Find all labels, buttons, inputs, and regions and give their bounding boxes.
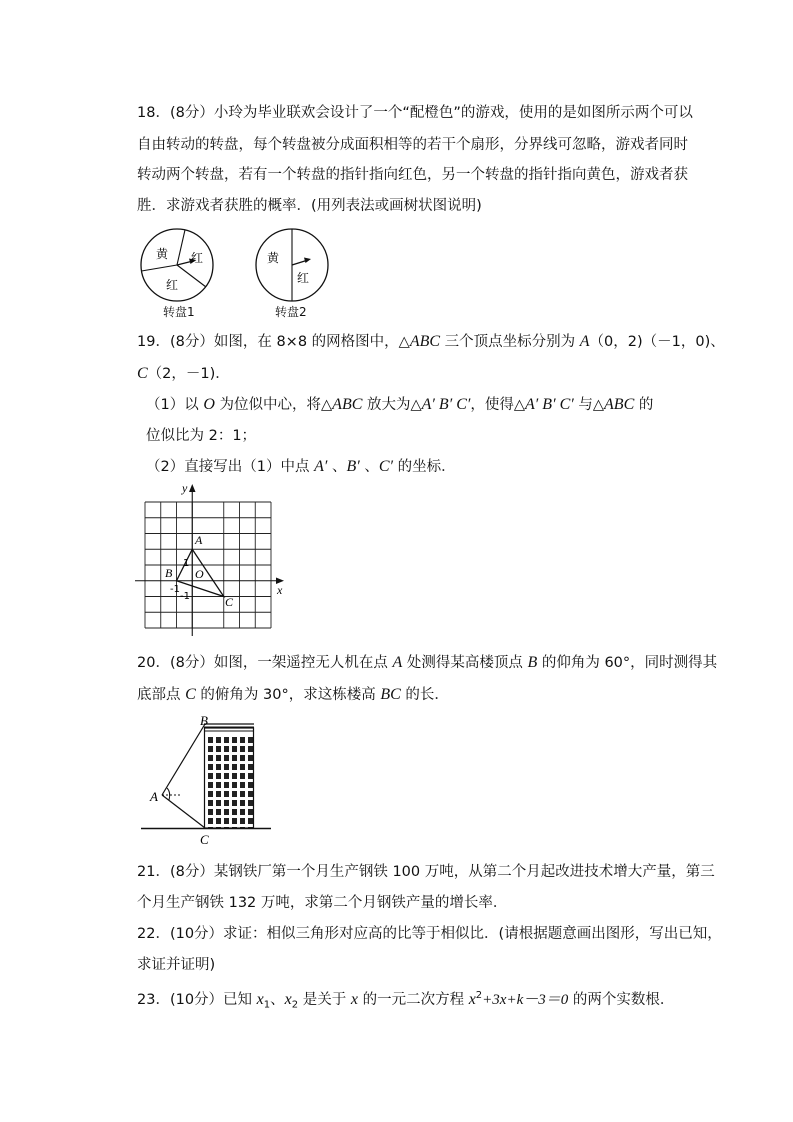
sightline-ac: [162, 795, 205, 828]
q19-line-2: C（2，－1)．: [137, 365, 230, 382]
building-windows: [205, 734, 253, 828]
q18-line-1: 18．(8分）小玲为毕业联欢会设计了一个“配橙色”的游戏，使用的是如图所示两个可以: [137, 105, 693, 121]
q21-line-2: 个月生产钢铁 132 万吨，求第二个月钢铁产量的增长率．: [137, 895, 508, 911]
spinner-2-label-red: 红: [297, 271, 310, 285]
q20-line-2: 底部点 C 的俯角为 30°，求这栋楼高 BC 的长．: [137, 686, 449, 703]
q19-line-1: 19．(8分）如图，在 8×8 的网格图中，△ABC 三个顶点坐标分别为 A（0，2)（－1，0)、: [137, 333, 725, 350]
q21-line-1: 21．(8分）某钢铁厂第一个月生产钢铁 100 万吨，从第二个月起改进技术增大产量，第三: [137, 864, 715, 880]
spinner-1-label-red-b: 红: [166, 278, 179, 292]
spinner-1-label-red-a: 红: [191, 251, 204, 265]
tick-y-1: 1: [183, 558, 190, 569]
vertex-b-label: B: [165, 566, 173, 580]
building-figure: [136, 714, 276, 848]
point-b-label: B: [200, 713, 208, 728]
grid-lines: [145, 502, 271, 628]
vertex-c-label: C: [225, 595, 234, 609]
q19-part-1: （1）以 O 为位似中心，将△ABC 放大为△A′ B′ C′，使得△A′ B′ C′ 与△ABC 的: [146, 396, 654, 413]
x-axis-label: x: [277, 583, 283, 597]
q18-line-4: 胜．求游戏者获胜的概率．(用列表法或画树状图说明): [137, 198, 482, 214]
q22-line-1: 22．(10分）求证：相似三角形对应高的比等于相似比．(请根据题意画出图形，写出已知，: [137, 926, 722, 942]
spinner-2-label-yellow: 黄: [267, 251, 280, 265]
spinner-2-caption: 转盘2: [275, 305, 307, 319]
q20-line-1: 20．(8分）如图，一架遥控无人机在点 A 处测得某高楼顶点 B 的仰角为 60°，同时测得其: [137, 654, 718, 671]
spinner-1-caption: 转盘1: [163, 305, 195, 319]
spinner-1-figure: [138, 226, 216, 304]
tick-x-neg1: -1: [170, 584, 180, 595]
y-axis-label: y: [182, 481, 188, 495]
q19-part-2: （2）直接写出（1）中点 A′ 、B′ 、C′ 的坐标．: [146, 458, 456, 475]
point-a-label: A: [150, 789, 158, 804]
q23-line-1: 23．(10分）已知 $x_1$、$x_2$ 是关于 x 的一元二次方程 $x^2+3x+k-3=0$ 的两个实数根．: [137, 990, 675, 1011]
spinner-1-label-yellow: 黄: [156, 247, 169, 261]
q18-line-3: 转动两个转盘，若有一个转盘的指针指向红色，另一个转盘的指针指向黄色，游戏者获: [137, 167, 688, 183]
q22-line-2: 求证并证明): [137, 957, 216, 973]
q19-part-1-cont: 位似比为 2：1；: [146, 428, 257, 444]
spinner-2-figure: [253, 226, 331, 304]
origin-label: O: [195, 567, 204, 581]
grid-figure: [130, 482, 300, 642]
sightline-ab: [162, 724, 205, 795]
q18-line-2: 自由转动的转盘，每个转盘被分成面积相等的若干个扇形，分界线可忽略，游戏者同时: [137, 137, 688, 153]
vertex-a-label: A: [195, 533, 203, 547]
tick-y-neg1: -1: [180, 591, 190, 602]
point-c-label: C: [200, 832, 209, 847]
